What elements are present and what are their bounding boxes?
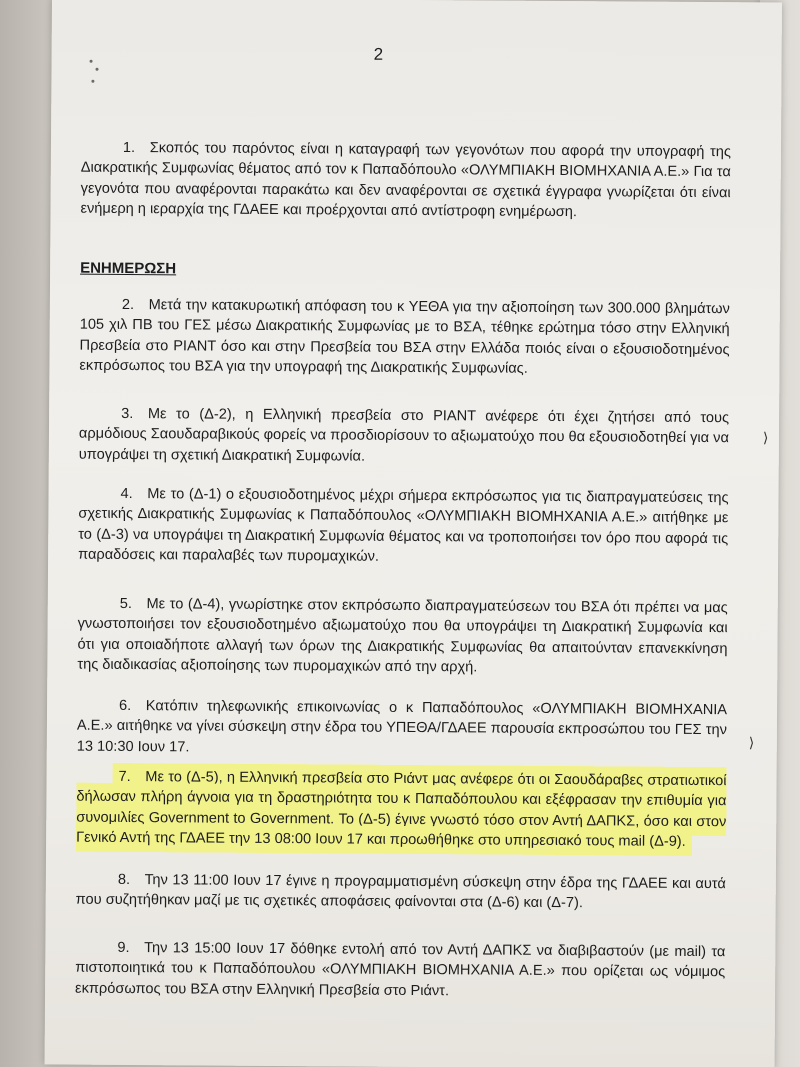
paragraph-4: 4. Με το (Δ-1) ο εξουσιοδοτημένος μέχρι σήμερα εκπρόσωπος για τις διαπραγματεύσεις της σχετικής Διακρατικής Συμφωνίας κ Παπαδόπουλος «ΟΛΥΜΠΙΑΚΗ ΒΙΟΜΗΧΑΝΙΑ Α.Ε.» αιτήθηκε με το (Δ-3) να υπογράψει τη Διακρατική Συμφωνία θέματος και να τροποποιήσει τον όρο που αφορά τις παραδόσεις και παραλαβές των πυρομαχικών. (78, 485, 729, 565)
margin-mark: ⟩ (748, 735, 755, 752)
paragraph-2: 2. Μετά την κατακυρωτική απόφαση του κ ΥΕΘΑ για την αξιοποίηση των 300.000 βλημάτων 105 χιλ ΠΒ του ΓΕΣ μέσω Διακρατικής Συμφωνίας με το ΒΣΑ, τέθηκε ερώτημα τόσο στην Ελληνική Πρεσβεία στο ΡΙΑΝΤ όσο και στην Πρεσβεία του ΒΣΑ στην Ελλάδα ποιός είναι ο εξουσιοδοτημένος εκπρόσωπος του ΒΣΑ για την υπογραφή της Διακρατικής Συμφωνίας. (79, 296, 730, 378)
paragraph-1: 1. Σκοπός του παρόντος είναι η καταγραφή των γεγονότων που αφορά την υπογραφή της Διακρατικής Συμφωνίας θέματος από τον κ Παπαδόπουλο «ΟΛΥΜΠΙΑΚΗ ΒΙΟΜΗΧΑΝΙΑ Α.Ε.» Για τα γεγονότα που αναφέρονται παρακάτω και δεν αναφέρονται σε σχετικά έγγραφα γνωρίζεται ότι είναι ενήμερη η ιεραρχία της ΓΔΑΕΕ και προέρχονται από αντίστροφη ενημέρωση. (80, 139, 732, 221)
paragraph-5: 5. Με το (Δ-4), γνωρίστηκε στον εκπρόσωπο διαπραγματεύσεων του ΒΣΑ ότι πρέπει να μας γνωστοποιήσει τον εξουσιοδοτημένο αξιωματούχο που θα υπογράψει τη Διακρατική Συμφωνία και ότι για οποιαδήποτε αλλαγή των όρων της Διακρατικής Συμφωνίας θα απαιτούνταν επανεκκίνηση της διαδικασίας αξιοποίησης των πυρομαχικών από την αρχή. (77, 595, 728, 676)
paragraph-3: 3. Με το (Δ-2), η Ελληνική πρεσβεία στο ΡΙΑΝΤ ανέφερε ότι έχει ζητήσει από τους αρμόδιους Σαουδαραβικούς φορείς να προσδιορίσουν το αξιωματούχο που θα εξουσιοδοτηθεί για να υπογράψει τη σχετική Διακρατική Συμφωνία. (78, 405, 730, 465)
margin-mark: ⟩ (762, 430, 769, 447)
paragraph-8: 8. Την 13 11:00 Ιουν 17 έγινε η προγραμματισμένη σύσκεψη στην έδρα της ΓΔΑΕΕ και αυτά που συζητήθηκαν μαζί με τις σχετικές αποφάσεις φαίνονται στα (Δ-6) και (Δ-7). (75, 871, 726, 912)
paragraph-9: 9. Την 13 15:00 Ιουν 17 δόθηκε εντολή από τον Αντή ΔΑΠΚΣ να διαβιβαστούν (με mail) τα πιστοποιητικά του κ Παπαδόπουλου «ΟΛΥΜΠΙΑΚΗ ΒΙΟΜΗΧΑΝΙΑ Α.Ε.» που ορίζεται ως νόμιμος εκπρόσωπος του ΒΣΑ στην Ελληνική Πρεσβεία στο Ριάντ. (75, 939, 726, 1000)
paragraph-7-highlighted (76, 767, 727, 853)
document-body (75, 38, 732, 1000)
highlighted-text: 7. Με το (Δ-5), η Ελληνική πρεσβεία στο Ριάντ μας ανέφερε ότι οι Σαουδάραβες στρατιωτικοί δήλωσαν πλήρη άγνοια για τη δραστηριότητα του κ Παπαδόπουλου και εξέφρασαν την επιθυμία για συνομιλίες Government to Government. Το (Δ-5) έγινε γνωστό τόσο στον Αντή ΔΑΠΚΣ, όσο και στον Γενικό Αντή της ΓΔΑΕΕ την 13 08:00 Ιουν 17 και προωθήθηκε στο υπηρεσιακό τους mail (Δ-9). (76, 768, 727, 851)
paper-speck (95, 68, 98, 71)
document-page (45, 0, 782, 1067)
paragraph-6: 6. Κατόπιν τηλεφωνικής επικοινωνίας ο κ Παπαδόπουλος «ΟΛΥΜΠΙΑΚΗ ΒΙΟΜΗΧΑΝΙΑ Α.Ε.» αιτήθηκε να γίνει σύσκεψη στην έδρα του ΥΠΕΘΑ/ΓΔΑΕΕ παρουσία εκπροσώπου του ΓΕΣ την 13 10:30 Ιουν 17. (76, 697, 728, 756)
paper-speck (90, 60, 93, 63)
section-heading: ΕΝΗΜΕΡΩΣΗ (80, 259, 177, 278)
paper-speck (91, 80, 94, 83)
page-number: 2 (373, 44, 384, 64)
